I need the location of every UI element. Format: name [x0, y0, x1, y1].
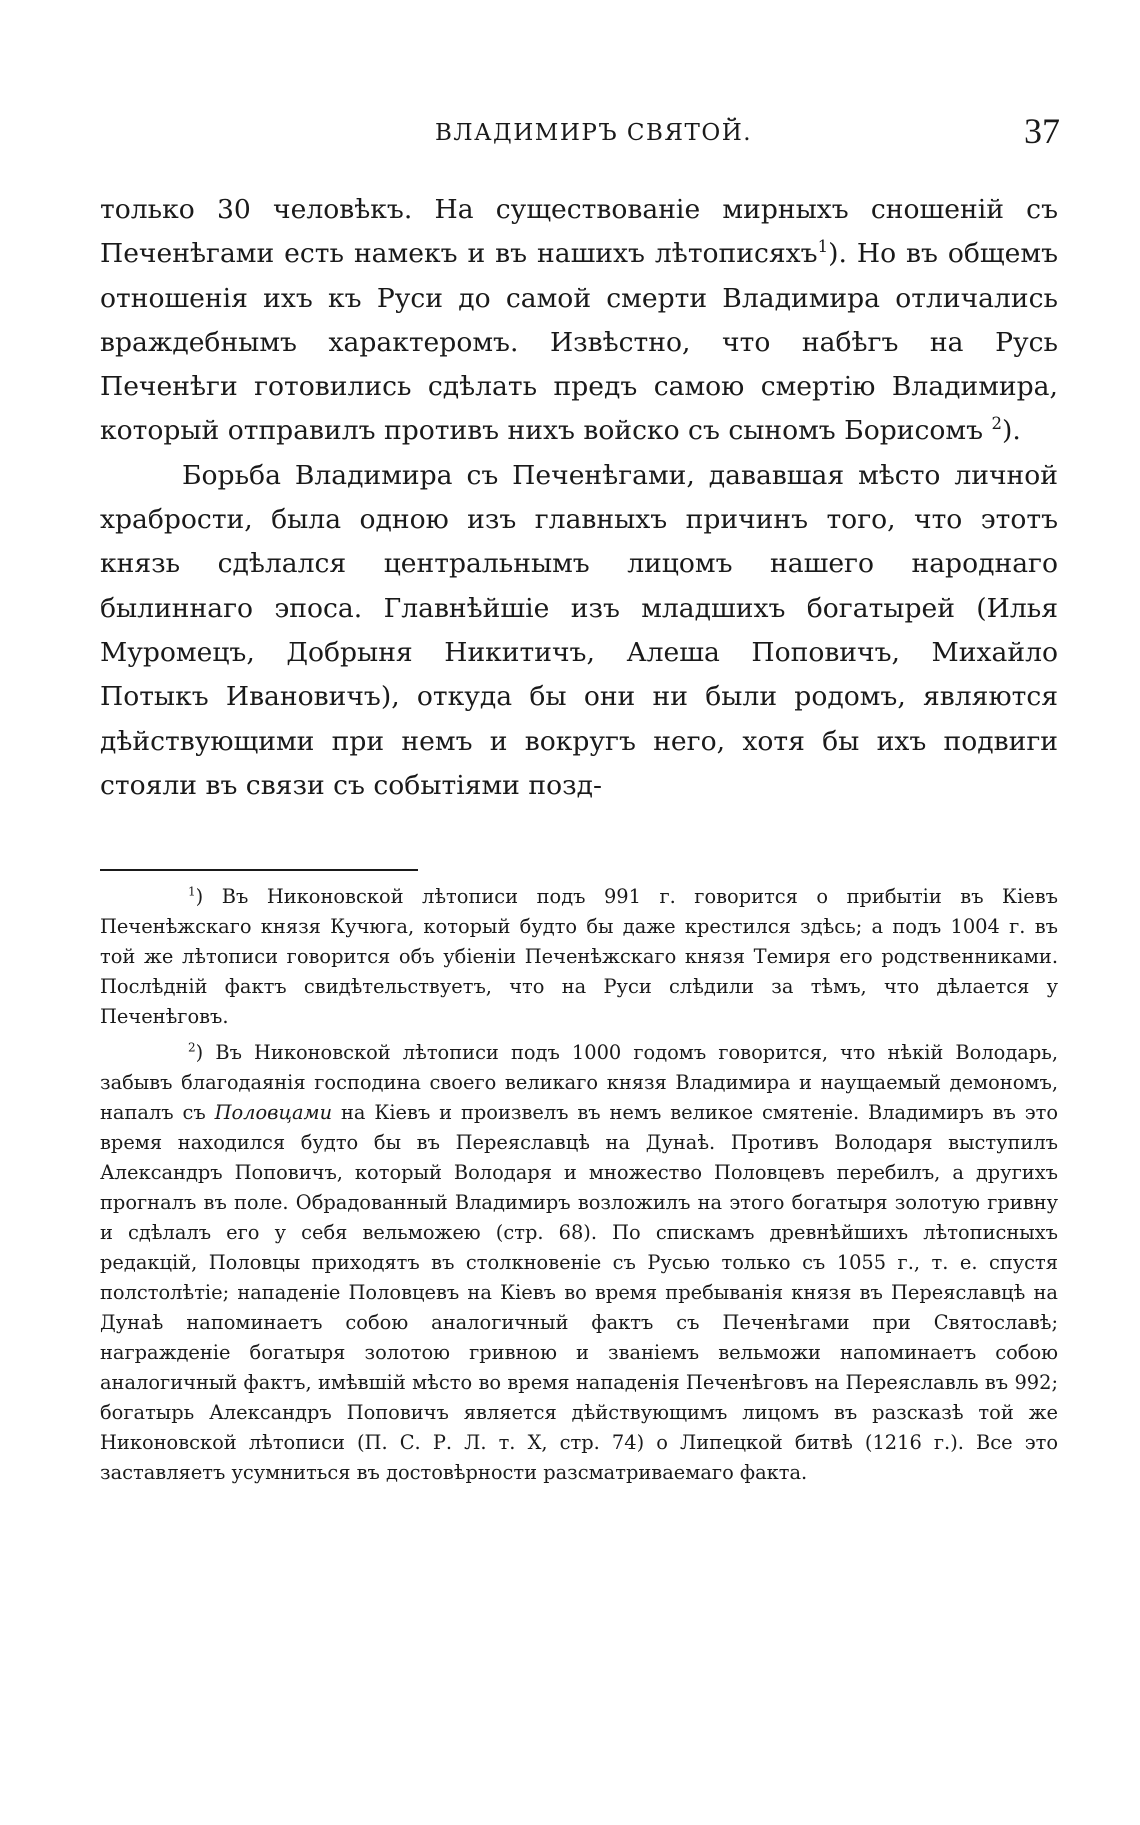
paragraph-1-end: ). [1001, 415, 1021, 447]
paragraph-1 [100, 188, 1058, 454]
footnote-1-text: ) Въ Никоновской лѣтописи подъ 991 г. говорится о прибытіи въ Кіевъ Печенѣжскаго князя Кучюга, который будто бы даже крестился здѣсь; а подъ 1004 г. въ той же лѣтописи говорится объ убіеніи Печенѣжскаго князя Темиря его родственниками. Послѣдній фактъ свидѣтельствуетъ, что на Руси слѣдили за тѣмъ, что дѣлается у Печенѣговъ. [100, 885, 1058, 1028]
footnote-ref-1: 1 [817, 237, 829, 257]
running-head-title: ВЛАДИМИРЪ СВЯТОЙ. [435, 120, 753, 146]
footnote-divider [100, 869, 418, 871]
main-text [100, 188, 1058, 808]
running-head [100, 112, 1060, 162]
footnote-ref-2: 2 [991, 414, 1002, 434]
footnote-2-text-b: на Кіевъ и произвелъ въ немъ великое смятеніе. Владимиръ въ это время находился будто бы въ Переяславцѣ на Дунаѣ. Противъ Володаря выступилъ Александръ Поповичъ, который Володаря и множество Половцевъ перебилъ, а другихъ прогналъ въ поле. Обрадованный Владимиръ возложилъ на этого богатыря золотую гривну и сдѣлалъ его у себя вельможею (стр. 68). По спискамъ древнѣйшихъ лѣтописныхъ редакцій, Половцы приходятъ въ столкновеніе съ Русью только съ 1055 г., т. е. спустя полстолѣтіе; нападеніе Половцевъ на Кіевъ во время пребыванія князя въ Переяславцѣ на Дунаѣ напоминаетъ собою аналогичный фактъ съ Печенѣгами при Святославѣ; награжденіе богатыря золотою гривною и званіемъ вельможи напоминаетъ собою аналогичный фактъ, имѣвшій мѣсто во время нападенія Печенѣговъ на Переяславль въ 992; богатырь Александръ Поповичъ является дѣйствующимъ лицомъ въ разсказѣ той же Никоновской лѣтописи (П. С. Р. Л. т. X, стр. 74) о Липецкой битвѣ (1216 г.). Все это заставляетъ усумниться въ достовѣрности разсматриваемаго факта. [100, 1101, 1058, 1484]
footnote-2-marker: 2 [188, 1040, 196, 1055]
footnote-1 [100, 882, 1058, 1032]
footnote-2-text-a: ) Въ Никоновской лѣтописи подъ 1000 годомъ говорится, что нѣкій Володарь, забывъ благодаянія господина своего великаго князя Владимира и наущаемый демономъ, напалъ съ [100, 1041, 1058, 1124]
paragraph-1-text: только 30 человѣкъ. На существованіе мирныхъ сношеній съ Печенѣгами есть намекъ и въ нашихъ лѣтописяхъ [100, 194, 1058, 270]
footnote-2 [100, 1038, 1058, 1488]
footnote-2-italic: Половцами [214, 1101, 333, 1124]
footnote-1-marker: 1 [188, 884, 196, 899]
paragraph-2: Борьба Владимира съ Печенѣгами, дававшая мѣсто личной храбрости, была одною изъ главныхъ причинъ того, что этотъ князь сдѣлался центральнымъ лицомъ нашего народнаго былиннаго эпоса. Главнѣйшіе изъ младшихъ богатырей (Илья Муромецъ, Добрыня Никитичъ, Алеша Поповичъ, Михайло Потыкъ Ивановичъ), откуда бы они ни были родомъ, являются дѣйствующими при немъ и вокругъ него, хотя бы ихъ подвиги стояли въ связи съ событіями позд- [100, 459, 1058, 801]
footnotes [100, 882, 1058, 1488]
paragraph-1-text-cont: ). Но въ общемъ отношенія ихъ къ Руси до самой смерти Владимира отличались враждебнымъ характеромъ. Извѣстно, что набѣгъ на Русь Печенѣги готовились сдѣлать предъ самою смертію Владимира, который отправилъ противъ нихъ войско съ сыномъ Борисомъ [100, 238, 1058, 447]
page-number: 37 [1024, 111, 1060, 151]
